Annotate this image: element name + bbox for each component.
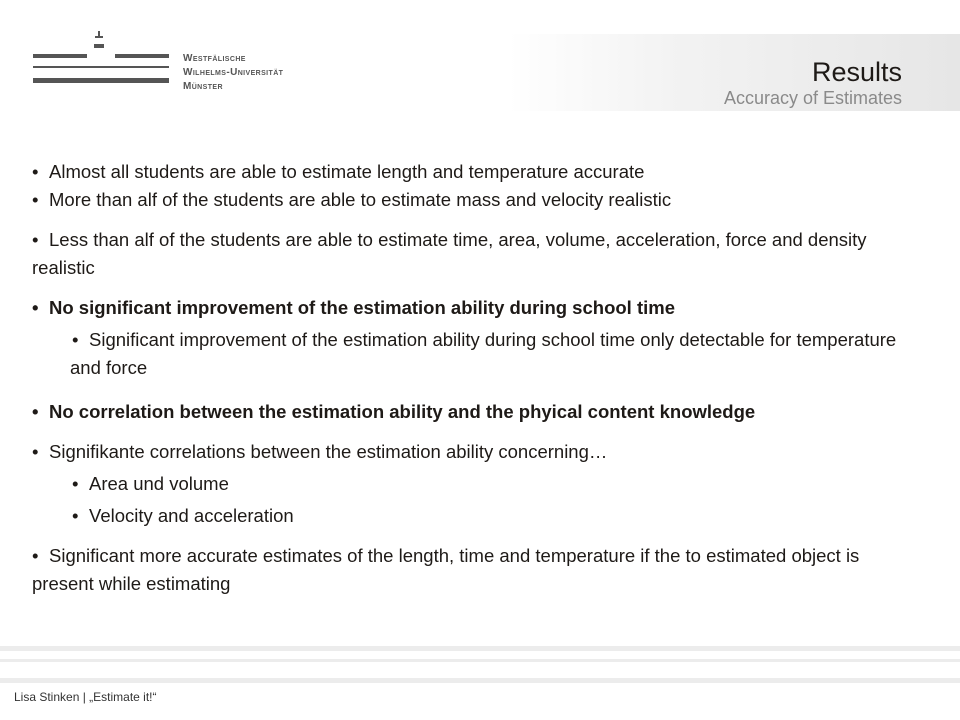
bullet-text: No correlation between the estimation ability and the phyical content knowledge bbox=[49, 401, 756, 422]
bullet-text: Less than alf of the students are able to estimate time, area, volume, acceleration, force and density realistic bbox=[32, 229, 867, 278]
bullet-text: Almost all students are able to estimate length and temperature accurate bbox=[49, 161, 645, 182]
bullet-item bbox=[32, 186, 922, 214]
sub-bullet-item bbox=[32, 470, 922, 498]
footer-divider bbox=[0, 659, 960, 662]
bullet-icon: • bbox=[32, 297, 39, 318]
footer-author: Lisa Stinken | „Estimate it!“ bbox=[14, 690, 157, 704]
footer-divider bbox=[0, 646, 960, 651]
university-logo bbox=[32, 28, 322, 98]
footer-divider bbox=[0, 678, 960, 683]
university-name-line: Wilhelms-Universität bbox=[183, 67, 284, 78]
bullet-text: Significant more accurate estimates of the length, time and temperature if the to estimated object is present while estimating bbox=[32, 545, 860, 594]
bullet-icon: • bbox=[72, 505, 79, 526]
university-logo-mark-icon bbox=[32, 28, 172, 92]
bullet-item bbox=[32, 226, 922, 282]
bullet-icon: • bbox=[32, 189, 39, 210]
bullet-icon: • bbox=[32, 229, 39, 250]
bullet-icon: • bbox=[32, 161, 39, 182]
bullet-item bbox=[32, 158, 922, 186]
bullet-text: Signifikante correlations between the estimation ability concerning… bbox=[49, 441, 608, 462]
bullet-icon: • bbox=[72, 329, 79, 350]
bullet-item bbox=[32, 438, 922, 466]
bullet-icon: • bbox=[32, 441, 39, 462]
university-name bbox=[183, 52, 283, 94]
university-name-line: Westfälische bbox=[183, 53, 246, 64]
sub-bullet-item bbox=[32, 326, 922, 382]
bullet-text: More than alf of the students are able to estimate mass and velocity realistic bbox=[49, 189, 672, 210]
bullet-icon: • bbox=[72, 473, 79, 494]
bullet-icon: • bbox=[32, 545, 39, 566]
bullet-item bbox=[32, 294, 922, 322]
bullet-item bbox=[32, 542, 922, 598]
bullet-icon: • bbox=[32, 401, 39, 422]
slide-content bbox=[32, 158, 922, 598]
bullet-text: Velocity and acceleration bbox=[89, 505, 294, 526]
slide-title: Results bbox=[811, 57, 902, 87]
sub-bullet-item bbox=[32, 502, 922, 530]
bullet-text: Significant improvement of the estimation ability during school time only detectable for temperature and force bbox=[70, 329, 897, 378]
slide-subtitle: Accuracy of Estimates bbox=[723, 88, 902, 108]
bullet-text: Area und volume bbox=[89, 473, 229, 494]
university-name-line: Münster bbox=[183, 81, 223, 92]
bullet-text: No significant improvement of the estimation ability during school time bbox=[49, 297, 675, 318]
bullet-item bbox=[32, 398, 922, 426]
